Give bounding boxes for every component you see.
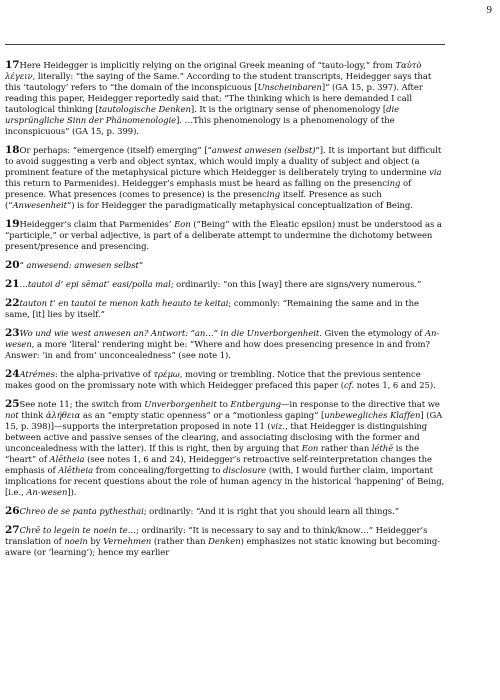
endnote-italic-text: Wo und wie west anwesen an? Antwort: “an…” in die Unverborgenheit.: [19, 328, 322, 338]
endnote-italic-text: cf.: [344, 380, 355, 390]
endnote-text: (with, I would further claim, important implications for recent questions about the role of human agency in the historical ‘happening’ of Being, [i.e.,: [5, 465, 445, 497]
endnote-text: Heidegger’s claim that Parmenides’: [19, 219, 175, 229]
endnote-italic-text: unbewegliches Klaffen: [324, 410, 421, 420]
endnote-italic-text: τρέμω: [153, 369, 180, 379]
endnote: [5, 399, 445, 498]
endnote-text: this return to Parmenides). Heidegger’s emphasis must be heard as falling on the presenc: [5, 178, 387, 188]
endnote-italic-text: tautologische Denken: [98, 104, 191, 114]
endnote-text: See note 11; the switch from: [19, 399, 145, 409]
endnote-text: ; commonly: “Remaining the same and in the same, [it] lies by itself.”: [5, 298, 419, 319]
endnote-italic-text: Unscheinbaren: [257, 82, 322, 92]
endnote-number: 22: [5, 297, 20, 309]
endnote-text: ] (GA 15, p. 398)]—supports the interpretation proposed in note 11 (: [5, 410, 443, 431]
endnote-text: (see notes 1, 6 and 24), Heidegger’s retroactive self-reinterpretation changes the emphasis of: [5, 454, 432, 475]
endnote-text: think: [18, 410, 46, 420]
endnote-number: 20: [5, 259, 20, 271]
endnote-text: ]. It is the originary sense of phenomenology [: [190, 104, 387, 114]
endnote: [5, 506, 445, 517]
endnote-text: —in response to the directive that we: [280, 399, 440, 409]
endnote-text: ; ordinarily: “on this [way] there are signs/very numerous.”: [170, 279, 422, 289]
endnote-italic-text: léthē: [371, 443, 394, 453]
endnote-text: , a more ‘literal’ rendering might be: “Where and how does presencing presence in and from? Answer: ‘in and from’ unconcealedness” (see note 1).: [5, 339, 430, 360]
endnote: [5, 298, 445, 320]
endnote-text: (“Being” with the Eleatic epsilon) must be understood as a “participle,” or verbal adjective, is part of a deliberate attempt to undermine the dichotomy between present/presence and presencing.: [5, 219, 442, 251]
endnote-italic-text: Eon: [301, 443, 319, 453]
endnote-number: 19: [5, 218, 20, 230]
endnote-italic-text: An-wesen: [26, 487, 68, 497]
endnote-italic-text: noein: [64, 536, 88, 546]
endnote-italic-text: Entbergung: [230, 399, 281, 409]
endnote-text: notes 1, 6 and 25).: [354, 380, 436, 390]
endnote-text: ]” (GA 15, p. 397). After reading this paper, Heidegger reportedly said that: “The thinking which is here demanded I call tautological thinking [: [5, 82, 423, 114]
endnote-italic-text: Eon: [174, 219, 191, 229]
endnote-italic-text: tauton t’ en tautoi te menon kath heauto te keitai: [19, 298, 229, 308]
endnote-italic-text: not: [5, 410, 19, 420]
endnote-text: ) emphasizes not static knowing but becoming-aware (or ‘learning’); hence my earlier: [5, 536, 441, 557]
endnote-text: , moving or trembling. Notice that the previous sentence makes good on the promissary note with which Heidegger prefaced this paper (: [5, 369, 421, 390]
endnote: [5, 279, 445, 290]
endnotes-list: [5, 60, 445, 566]
page-number: 9: [486, 4, 492, 16]
endnote-italic-text: Alētheia: [49, 454, 85, 464]
endnote: [5, 525, 445, 558]
endnote-italic-text: …tautoi d’ epi sēmat’ easi/polla mal: [19, 279, 171, 289]
endnote-number: 26: [5, 505, 20, 517]
endnote-text: ; ordinarily: “It is necessary to say and to think/know…” Heidegger’s translation of: [5, 525, 428, 546]
endnote: [5, 145, 445, 211]
endnote-italic-text: disclosure: [223, 465, 267, 475]
endnote-italic-text: anwesend: anwesen selbst: [26, 260, 139, 270]
endnote-italic-text: Anwesenheit: [12, 200, 67, 210]
endnote-italic-text: ing: [266, 189, 281, 199]
endnote-text: , literally: “the saying of the Same.” According to the student transcripts, Heidegger says that this ‘tautology’ refers to “the domain of the inconspicuous [: [5, 71, 432, 92]
endnote: [5, 60, 445, 137]
endnote-italic-text: Ταὐτὸ λέγειν: [5, 60, 422, 81]
endnote-text: is the “heart” of: [5, 443, 420, 464]
endnote: [5, 328, 445, 361]
endnote-text: ”: [138, 260, 144, 270]
endnote-italic-text: Vernehmen: [103, 536, 152, 546]
endnote-italic-text: Atrémes: [19, 369, 55, 379]
endnote-text: ]. …This phenomenology is a phenomenology of the inconspicuous” (GA 15, p. 399).: [5, 115, 395, 136]
endnote-text: (rather than: [151, 536, 209, 546]
endnote-text: “: [19, 260, 27, 270]
endnote-italic-text: Chrē to legein te noein te…: [19, 525, 137, 535]
endnote-number: 23: [5, 327, 20, 339]
endnote-text: ]).: [67, 487, 77, 497]
endnote-text: Or perhaps: “emergence (itself) emerging” [“: [19, 145, 212, 155]
endnote-text: by: [87, 536, 104, 546]
endnote-text: ”) is for Heidegger the paradigmatically metaphysical conceptualization of Being.: [66, 200, 413, 210]
endnote-italic-text: ing: [386, 178, 401, 188]
endnote-italic-text: Alētheia: [58, 465, 94, 475]
endnote-italic-text: Unverborgenheit: [144, 399, 217, 409]
endnote-number: 17: [5, 59, 20, 71]
endnote-text: Here Heidegger is implicitly relying on the original Greek meaning of “tauto-logy,” from: [19, 60, 396, 70]
endnote-italic-text: die ursprüngliche Sinn der Phänomenologie: [5, 104, 400, 125]
endnote-italic-text: via: [429, 167, 442, 177]
endnote-number: 24: [5, 368, 20, 380]
endnote-italic-text: anwest anwesen (selbst): [211, 145, 316, 155]
endnote-italic-text: ἀλήθεια: [45, 410, 81, 420]
endnote-number: 25: [5, 398, 20, 410]
endnote-italic-text: Chreo de se panta pythesthai: [19, 506, 144, 516]
endnote-text: : the alpha-privative of: [54, 369, 154, 379]
footnote-divider: [5, 44, 445, 45]
endnote-number: 21: [5, 278, 20, 290]
endnote-text: itself. Presence as such (“: [5, 189, 382, 210]
endnote-text: ; ordinarily: “And it is right that you should learn all things.”: [143, 506, 399, 516]
endnote-text: as an “empty static openness” or a “motionless gaping” [: [80, 410, 325, 420]
endnote: [5, 219, 445, 252]
endnote-text: to: [216, 399, 231, 409]
endnote: [5, 260, 445, 271]
endnote: [5, 369, 445, 391]
endnote-text: ”]. It is important but difficult to avoid suggesting a verb and object syntax, which would imply a duality of subject and object (a prominent feature of the metaphysical picture which Heidegger is deliberately trying to undermine: [5, 145, 442, 177]
endnote-text: from concealing/forgetting to: [93, 465, 224, 475]
endnote-text: of presence. What presences (comes to presence) is the presenc: [5, 178, 412, 199]
endnote-number: 27: [5, 524, 20, 536]
endnote-text: , that Heidegger is distinguishing between active and passive senses of the clearing, and associating disclosing with the former and unconcealedness with the latter). If this is right, then by arguing that: [5, 421, 428, 453]
endnote-italic-text: viz.: [270, 421, 286, 431]
endnote-text: Given the etymology of: [321, 328, 425, 338]
endnote-italic-text: Denken: [208, 536, 241, 546]
endnote-text: rather than: [318, 443, 372, 453]
endnote-number: 18: [5, 144, 20, 156]
endnote-italic-text: An-wesen: [5, 328, 440, 349]
